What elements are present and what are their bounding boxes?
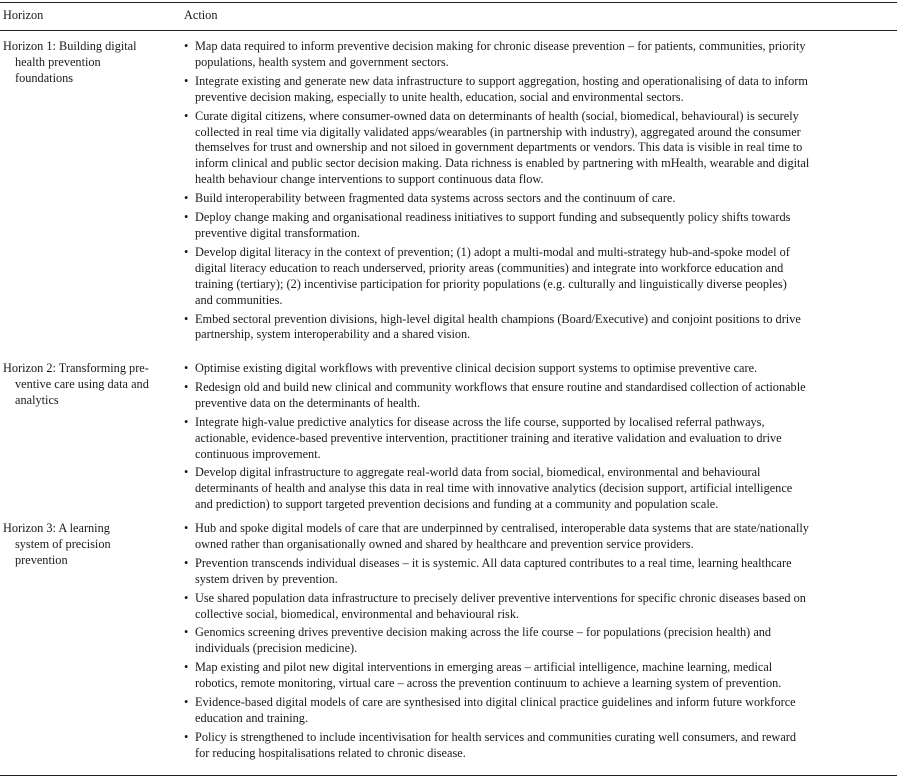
action-text-line: Integrate existing and generate new data infrastructure to support aggregation, hosting and operationalising of data to inform bbox=[195, 73, 808, 88]
action-text-line: individuals (precision medicine). bbox=[195, 641, 358, 656]
horizon-label bbox=[3, 521, 175, 569]
action-item bbox=[184, 245, 896, 309]
bullet-icon: • bbox=[184, 361, 189, 375]
action-text-line: system driven by prevention. bbox=[195, 571, 338, 586]
action-text-line: training (tertiary); (2) incentivise participation for priority populations (e.g. culturally and linguistically diverse peoples) bbox=[195, 276, 787, 291]
action-item bbox=[184, 625, 896, 657]
bullet-icon: • bbox=[184, 555, 189, 570]
action-text-line: preventive data on the determinants of health. bbox=[195, 395, 421, 410]
action-text-line: populations, health system and government sectors. bbox=[195, 54, 449, 69]
action-item bbox=[184, 210, 896, 242]
action-text-line: preventive digital transformation. bbox=[195, 225, 360, 240]
action-text-line: Map data required to inform preventive decision making for chronic disease prevention – for patients, communities, priority bbox=[195, 39, 806, 53]
action-text-line: Embed sectoral prevention divisions, high-level digital health champions (Board/Executive) and conjoint positions to drive bbox=[195, 311, 801, 326]
horizon-label-line: health prevention bbox=[15, 54, 101, 69]
action-item bbox=[184, 730, 896, 762]
action-item bbox=[184, 74, 896, 106]
action-text-line: education and training. bbox=[195, 710, 309, 725]
action-text-line: themselves for trust and ownership and not siloed in government departments or vendors. This data is visible in real time to bbox=[195, 140, 803, 155]
table-bottom-rule bbox=[0, 775, 897, 776]
action-text-line: Evidence-based digital models of care are synthesised into digital clinical practice guidelines and inform future workforce bbox=[195, 695, 796, 710]
bullet-icon: • bbox=[184, 521, 189, 535]
bullet-icon: • bbox=[184, 108, 189, 123]
horizon-label-line: Horizon 2: Transforming pre- bbox=[3, 361, 149, 375]
horizon-label bbox=[3, 361, 175, 409]
bullet-icon: • bbox=[184, 465, 189, 480]
action-text-line: Hub and spoke digital models of care that are underpinned by centralised, interoperable data systems that are state/nationally bbox=[195, 521, 809, 535]
horizon-label-line: system of precision bbox=[15, 536, 111, 551]
action-text-line: partnership, system interoperability and a shared vision. bbox=[195, 327, 471, 342]
action-item bbox=[184, 556, 896, 588]
action-item bbox=[184, 191, 896, 207]
action-text-line: Integrate high-value predictive analytics for disease across the life course, supported by localised referral pathways, bbox=[195, 414, 765, 429]
action-text-line: and communities. bbox=[195, 292, 283, 307]
action-text-line: preventive decision making, especially to unite health, education, social and environmental sectors. bbox=[195, 89, 684, 104]
action-item bbox=[184, 39, 896, 71]
action-text-line: Map existing and pilot new digital interventions in emerging areas – artificial intelligence, machine learning, medical bbox=[195, 660, 773, 675]
action-item bbox=[184, 591, 896, 623]
horizon-label-line: prevention bbox=[15, 552, 68, 567]
table-top-rule bbox=[0, 2, 897, 3]
action-text-line: Redesign old and build new clinical and community workflows that ensure routine and standardised collection of actionable bbox=[195, 379, 806, 394]
bullet-icon: • bbox=[184, 73, 189, 88]
action-text-line: robotics, remote monitoring, virtual care – across the prevention continuum to achieve a learning system of prevention. bbox=[195, 676, 782, 691]
table-header-row bbox=[0, 8, 897, 26]
action-text-line: health behaviour change interventions to support continuous data flow. bbox=[195, 172, 544, 187]
horizon-label bbox=[3, 39, 175, 87]
action-text-line: for reducing hospitalisations related to chronic disease. bbox=[195, 745, 466, 760]
action-item bbox=[184, 660, 896, 692]
bullet-icon: • bbox=[184, 414, 189, 429]
action-text-line: inform clinical and public sector decision making. Data richness is enabled by partnering with mHealth, wearable and digital bbox=[195, 156, 810, 171]
action-list bbox=[184, 521, 896, 765]
horizon-label-line: analytics bbox=[15, 392, 59, 407]
bullet-icon: • bbox=[184, 695, 189, 710]
action-text-line: Genomics screening drives preventive decision making across the life course – for populations (precision health) and bbox=[195, 625, 772, 640]
horizon-label-line: Horizon 1: Building digital bbox=[3, 39, 137, 53]
action-item bbox=[184, 415, 896, 463]
action-text-line: Use shared population data infrastructure to precisely deliver preventive interventions for specific chronic diseases based on bbox=[195, 590, 806, 605]
horizon-label-line: ventive care using data and bbox=[15, 376, 149, 391]
action-text-line: Deploy change making and organisational readiness initiatives to support funding and subsequently policy shifts towards bbox=[195, 210, 791, 225]
column-header-action: Action bbox=[184, 8, 218, 22]
action-item bbox=[184, 312, 896, 344]
action-text-line: Policy is strengthened to include incentivisation for health services and communities curating well consumers, and reward bbox=[195, 729, 797, 744]
action-text-line: Curate digital citizens, where consumer-owned data on determinants of health (social, biomedical, behavioural) is securely bbox=[195, 108, 799, 123]
bullet-icon: • bbox=[184, 244, 189, 259]
action-text-line: actionable, evidence-based preventive intervention, practitioner training and iterative validation and evaluation to drive bbox=[195, 430, 782, 445]
bullet-icon: • bbox=[184, 210, 189, 225]
bullet-icon: • bbox=[184, 590, 189, 605]
action-text-line: Optimise existing digital workflows with preventive clinical decision support systems to optimise preventive care. bbox=[195, 361, 758, 375]
action-text-line: digital literacy education to reach underserved, priority areas (communities) and integrate into workforce education and bbox=[195, 260, 784, 275]
bullet-icon: • bbox=[184, 191, 189, 206]
action-text-line: determinants of health and analyse this data in real time with innovative analytics (decision support, artificial intelligence bbox=[195, 481, 793, 496]
action-text-line: Prevention transcends individual diseases – it is systemic. All data captured contributes to a real time, learning healthcare bbox=[195, 555, 792, 570]
column-header-horizon: Horizon bbox=[3, 8, 44, 22]
action-text-line: Build interoperability between fragmented data systems across sectors and the continuum of care. bbox=[195, 191, 676, 206]
bullet-icon: • bbox=[184, 625, 189, 640]
action-text-line: owned rather than organisationally owned and shared by healthcare and prevention service providers. bbox=[195, 536, 694, 551]
action-item bbox=[184, 380, 896, 412]
bullet-icon: • bbox=[184, 311, 189, 326]
bullet-icon: • bbox=[184, 39, 189, 53]
action-item bbox=[184, 521, 896, 553]
action-text-line: collective social, biomedical, environmental and behavioural risk. bbox=[195, 606, 520, 621]
horizon-label-line: foundations bbox=[15, 70, 74, 85]
action-item bbox=[184, 361, 896, 377]
bullet-icon: • bbox=[184, 729, 189, 744]
horizon-label-line: Horizon 3: A learning bbox=[3, 521, 110, 535]
action-list bbox=[184, 39, 896, 346]
action-text-line: Develop digital infrastructure to aggregate real-world data from social, biomedical, environmental and behavioural bbox=[195, 465, 761, 480]
table-header-rule bbox=[0, 30, 897, 31]
action-text-line: collected in real time via digitally validated apps/wearables (in partnership with industry), aggregated around the consumer bbox=[195, 124, 801, 139]
action-item bbox=[184, 695, 896, 727]
action-item bbox=[184, 465, 896, 513]
bullet-icon: • bbox=[184, 379, 189, 394]
action-text-line: Develop digital literacy in the context of prevention; (1) adopt a multi-modal and multi-strategy hub-and-spoke model of bbox=[195, 244, 790, 259]
bullet-icon: • bbox=[184, 660, 189, 675]
action-text-line: continuous improvement. bbox=[195, 446, 321, 461]
action-list bbox=[184, 361, 896, 516]
action-item bbox=[184, 109, 896, 189]
action-text-line: and prediction) to support targeted prevention decisions and funding at a community and population scale. bbox=[195, 497, 719, 512]
